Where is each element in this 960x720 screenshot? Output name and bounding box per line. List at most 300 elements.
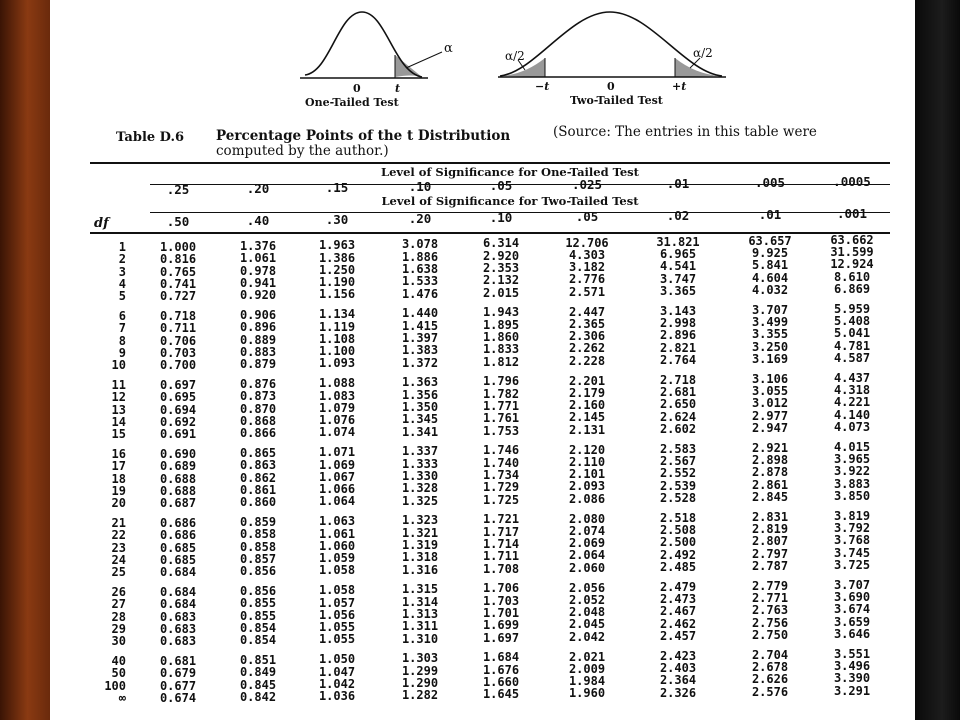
two-tailed-alpha-left-label: α/2	[505, 49, 525, 63]
df-cell: 5	[118, 289, 126, 304]
value-cell: 2.518	[659, 510, 697, 525]
value-cell: 2.602	[659, 421, 697, 436]
value-cell: 0.692	[159, 414, 197, 429]
df-cell: 23	[111, 540, 126, 555]
value-cell: 1.088	[318, 376, 356, 391]
value-cell: 0.741	[159, 276, 197, 291]
value-cell: 1.740	[482, 455, 520, 470]
df-cell: 29	[111, 621, 126, 636]
value-cell: 2.878	[751, 465, 789, 480]
value-cell: 0.863	[239, 458, 277, 473]
one-tailed-level-header: .005	[754, 175, 786, 190]
value-cell: 0.883	[239, 345, 277, 359]
value-cell: 31.821	[656, 234, 700, 249]
value-cell: 1.711	[482, 549, 520, 564]
value-cell: 2.064	[568, 548, 606, 563]
df-cell: 18	[111, 471, 126, 486]
value-cell: 1.376	[239, 239, 277, 254]
value-cell: 1.055	[318, 620, 356, 635]
value-cell: 0.855	[239, 608, 277, 623]
value-cell: 1.056	[318, 607, 356, 622]
value-cell: 1.156	[318, 287, 356, 302]
value-cell: 4.604	[751, 270, 789, 285]
value-cell: 0.711	[159, 321, 197, 336]
value-cell: 0.854	[239, 633, 277, 648]
value-cell: 2.179	[568, 385, 606, 400]
value-cell: 3.250	[751, 339, 789, 354]
value-cell: 4.318	[833, 383, 871, 398]
value-cell: 1.397	[401, 330, 439, 345]
value-cell: 2.756	[751, 615, 789, 630]
two-tailed-caption: Two-Tailed Test	[570, 94, 663, 107]
value-cell: 6.869	[833, 282, 871, 296]
value-cell: 1.076	[318, 413, 356, 428]
value-cell: 3.690	[833, 590, 871, 605]
df-cell: 4	[118, 276, 126, 291]
two-tailed-level-header: .10	[489, 210, 513, 225]
table-source-line1: (Source: The entries in this table were	[553, 124, 817, 140]
value-cell: 0.689	[159, 459, 197, 474]
value-cell: 4.032	[751, 282, 789, 297]
value-cell: 2.718	[659, 372, 697, 387]
df-cell: 19	[111, 483, 126, 498]
value-cell: 0.697	[159, 378, 197, 392]
value-cell: 0.854	[239, 621, 277, 635]
one-tailed-alpha-label: α	[444, 41, 453, 56]
value-cell: 2.403	[659, 660, 697, 675]
value-cell: 1.061	[239, 251, 277, 266]
value-cell: 1.250	[318, 262, 356, 277]
value-cell: 1.303	[401, 651, 439, 666]
value-cell: 2.462	[659, 616, 697, 631]
value-cell: 1.684	[482, 650, 520, 665]
one-tailed-level-header: .01	[666, 176, 690, 191]
value-cell: 1.047	[318, 664, 356, 679]
value-cell: 0.718	[159, 309, 197, 323]
value-cell: 2.896	[659, 328, 697, 343]
value-cell: 1.315	[401, 582, 439, 597]
value-cell: 1.963	[318, 238, 356, 253]
value-cell: 1.386	[318, 250, 356, 265]
value-cell: 2.201	[568, 373, 606, 388]
value-cell: 3.768	[833, 533, 871, 548]
value-cell: 1.476	[401, 286, 439, 301]
value-cell: 3.365	[659, 283, 697, 298]
value-cell: 1.328	[401, 481, 439, 496]
value-cell: 2.583	[659, 441, 697, 456]
df-cell: 25	[111, 565, 126, 580]
two-tailed-level-header: .30	[325, 212, 349, 227]
one-tailed-level-header: .025	[571, 177, 603, 192]
value-cell: 3.551	[833, 646, 871, 661]
value-cell: 1.697	[482, 630, 520, 645]
value-cell: 2.473	[659, 591, 697, 606]
value-cell: 2.132	[482, 273, 520, 288]
two-tailed-level-header: .20	[408, 211, 432, 226]
value-cell: 2.423	[659, 648, 697, 663]
slide-frame-left	[0, 0, 50, 720]
two-tailed-neg-t-label: −t	[535, 80, 550, 93]
value-cell: 2.364	[659, 673, 697, 688]
value-cell: 2.571	[568, 284, 606, 299]
value-cell: 2.947	[751, 420, 789, 435]
table-source-line2: computed by the author.)	[216, 143, 389, 159]
value-cell: 1.108	[318, 331, 356, 346]
value-cell: 1.753	[482, 423, 520, 438]
value-cell: 0.879	[239, 357, 277, 372]
value-cell: 1.311	[401, 619, 439, 634]
value-cell: 3.745	[833, 545, 871, 560]
value-cell: 2.500	[659, 535, 697, 550]
value-cell: 3.674	[833, 602, 871, 617]
value-cell: 1.313	[401, 606, 439, 621]
df-cell: 27	[111, 597, 126, 612]
value-cell: 0.681	[159, 654, 197, 668]
value-cell: 3.659	[833, 614, 871, 629]
value-cell: 3.922	[833, 464, 871, 479]
value-cell: 5.408	[833, 314, 871, 329]
value-cell: 0.816	[159, 252, 197, 267]
value-cell: 1.706	[482, 581, 520, 596]
value-cell: 1.440	[401, 306, 439, 321]
value-cell: 2.776	[568, 272, 606, 287]
df-header: df	[94, 216, 109, 231]
value-cell: 4.437	[833, 370, 871, 385]
df-cell: 6	[118, 309, 126, 323]
value-cell: 2.845	[751, 489, 789, 504]
value-cell: 3.055	[751, 384, 789, 398]
value-cell: 3.747	[659, 271, 697, 286]
value-cell: 0.695	[159, 390, 197, 405]
value-cell: 1.050	[318, 652, 356, 667]
one-tailed-alpha-leader	[406, 52, 442, 68]
value-cell: 2.457	[659, 628, 697, 643]
value-cell: 4.541	[659, 259, 697, 274]
value-cell: 3.707	[833, 577, 871, 592]
df-cell: 30	[111, 634, 126, 649]
df-cell: 15	[111, 427, 126, 442]
value-cell: 1.060	[318, 538, 356, 553]
one-tailed-header: Level of Significance for One-Tailed Test	[381, 165, 639, 179]
df-cell: 9	[118, 345, 126, 360]
two-tailed-level-header: .02	[666, 208, 690, 223]
one-tailed-level-header: .15	[325, 180, 349, 195]
value-cell: 3.012	[751, 396, 789, 411]
value-cell: 0.684	[159, 597, 197, 612]
value-cell: 1.699	[482, 618, 520, 633]
value-cell: 0.859	[239, 515, 277, 530]
value-cell: 4.073	[833, 420, 871, 434]
two-tailed-level-header: .50	[166, 214, 190, 229]
value-cell: 0.865	[239, 446, 277, 461]
value-cell: 1.079	[318, 400, 356, 415]
table-title: Percentage Points of the t Distribution	[216, 128, 511, 144]
value-cell: 1.796	[482, 374, 520, 389]
value-cell: 1.734	[482, 468, 520, 482]
value-cell: 1.066	[318, 482, 356, 497]
value-cell: 1.415	[401, 318, 439, 333]
value-cell: 4.221	[833, 395, 871, 410]
value-cell: 2.120	[568, 442, 606, 457]
value-cell: 1.341	[401, 424, 439, 439]
value-cell: 2.353	[482, 261, 520, 275]
value-cell: 0.684	[159, 585, 197, 599]
value-cell: 2.060	[568, 560, 606, 575]
value-cell: 1.895	[482, 317, 520, 332]
df-cell: 17	[111, 459, 126, 474]
value-cell: 2.365	[568, 316, 606, 331]
value-cell: 1.717	[482, 524, 520, 539]
two-tailed-curve-figure	[498, 12, 726, 107]
value-cell: 2.508	[659, 522, 697, 537]
value-cell: 0.855	[239, 596, 277, 611]
df-cell: 20	[111, 496, 126, 511]
value-cell: 1.000	[159, 240, 197, 254]
one-tailed-level-header: .05	[489, 178, 513, 193]
value-cell: 0.862	[239, 470, 277, 485]
value-cell: 0.677	[159, 678, 197, 693]
value-cell: 2.045	[568, 617, 606, 632]
value-cell: 1.833	[482, 342, 520, 357]
value-cell: 1.290	[401, 675, 439, 690]
value-cell: 0.896	[239, 320, 277, 335]
value-cell: 12.706	[565, 235, 609, 250]
value-cell: 3.792	[833, 521, 871, 536]
value-cell: 2.626	[751, 672, 789, 687]
value-cell: 2.807	[751, 534, 789, 549]
value-cell: 1.701	[482, 606, 520, 620]
value-cell: 1.363	[401, 375, 439, 390]
value-cell: 1.074	[318, 425, 356, 440]
value-cell: 1.746	[482, 443, 520, 458]
df-cell: 16	[111, 447, 126, 461]
df-cell: 14	[111, 414, 126, 429]
value-cell: 0.860	[239, 495, 277, 510]
value-cell: 1.036	[318, 689, 356, 704]
df-cell: 2	[118, 252, 126, 267]
value-cell: 0.849	[239, 665, 277, 680]
table-top-rule	[90, 162, 890, 164]
value-cell: 2.447	[568, 304, 606, 319]
value-cell: 2.920	[482, 248, 520, 263]
value-cell: 1.057	[318, 595, 356, 610]
value-cell: 1.676	[482, 662, 520, 677]
value-cell: 0.978	[239, 263, 277, 278]
value-cell: 12.924	[830, 257, 874, 272]
value-cell: 3.850	[833, 489, 871, 503]
value-cell: 1.645	[482, 687, 520, 702]
value-cell: 4.015	[833, 439, 871, 454]
value-cell: 1.318	[401, 550, 439, 565]
value-cell: 0.674	[159, 690, 197, 705]
df-cell: 13	[111, 402, 126, 417]
value-cell: 1.383	[401, 343, 439, 358]
value-cell: 0.845	[239, 677, 277, 692]
value-cell: 1.100	[318, 344, 356, 359]
value-cell: 2.624	[659, 409, 697, 424]
value-cell: 1.714	[482, 537, 520, 551]
df-cell: 28	[111, 609, 126, 624]
df-cell: 8	[118, 333, 126, 348]
value-cell: 2.921	[751, 440, 789, 455]
df-cell: 3	[118, 264, 126, 279]
value-cell: 2.093	[568, 479, 606, 494]
value-cell: 0.685	[159, 552, 197, 567]
value-cell: 3.496	[833, 659, 871, 674]
value-cell: 1.310	[401, 631, 439, 646]
value-cell: 2.650	[659, 397, 697, 412]
value-cell: 0.866	[239, 426, 277, 441]
value-cell: 2.306	[568, 329, 606, 344]
value-cell: 3.169	[751, 351, 789, 366]
value-cell: 1.134	[318, 307, 356, 322]
value-cell: 5.041	[833, 326, 871, 341]
df-cell: 12	[111, 390, 126, 405]
value-cell: 3.646	[833, 627, 871, 641]
value-cell: 3.725	[833, 558, 871, 572]
value-cell: 0.691	[159, 427, 197, 442]
value-cell: 1.299	[401, 663, 439, 678]
value-cell: 2.750	[751, 627, 789, 642]
value-cell: 1.069	[318, 457, 356, 472]
value-cell: 3.355	[751, 327, 789, 342]
two-tailed-alpha-right-label: α/2	[693, 46, 713, 60]
value-cell: 63.657	[748, 233, 792, 248]
value-cell: 4.140	[833, 407, 871, 422]
value-cell: 1.886	[401, 249, 439, 264]
value-cell: 1.860	[482, 330, 520, 344]
value-cell: 1.345	[401, 412, 439, 427]
one-tailed-level-header: .0005	[833, 174, 871, 189]
value-cell: 0.700	[159, 358, 197, 373]
value-cell: 1.725	[482, 492, 520, 507]
value-cell: 1.059	[318, 551, 356, 566]
value-cell: 31.599	[830, 245, 874, 260]
df-cell: 26	[111, 585, 126, 599]
value-cell: 0.706	[159, 333, 197, 348]
value-cell: 1.638	[401, 261, 439, 276]
value-cell: 2.015	[482, 285, 520, 300]
value-cell: 0.906	[239, 308, 277, 323]
value-cell: 0.876	[239, 377, 277, 392]
value-cell: 1.325	[401, 493, 439, 508]
value-cell: 0.694	[159, 402, 197, 417]
value-cell: 8.610	[833, 269, 871, 284]
distribution-figures	[50, 0, 915, 120]
value-cell: 2.485	[659, 559, 697, 574]
value-cell: 0.685	[159, 540, 197, 555]
value-cell: 1.190	[318, 275, 356, 290]
value-cell: 2.977	[751, 408, 789, 423]
value-cell: 0.679	[159, 666, 197, 681]
value-cell: 1.321	[401, 525, 439, 540]
df-cell: 1	[118, 240, 126, 254]
value-cell: 1.071	[318, 445, 356, 460]
value-cell: 0.686	[159, 528, 197, 543]
two-tailed-pos-t-label: +t	[672, 80, 687, 93]
value-cell: 1.316	[401, 562, 439, 577]
df-cell: 11	[111, 378, 126, 392]
scanned-page	[50, 0, 915, 720]
value-cell: 2.763	[751, 603, 789, 618]
value-cell: 2.080	[568, 511, 606, 526]
df-cell: 40	[111, 654, 126, 668]
value-cell: 0.858	[239, 539, 277, 554]
value-cell: 5.841	[751, 258, 789, 273]
value-cell: 2.074	[568, 523, 606, 538]
value-cell: 1.067	[318, 469, 356, 484]
value-cell: 2.779	[751, 578, 789, 593]
value-cell: 1.323	[401, 513, 439, 528]
df-cell: 10	[111, 358, 126, 373]
slide-frame-right	[915, 0, 960, 720]
value-cell: 0.688	[159, 483, 197, 498]
df-cell: ∞	[118, 690, 126, 705]
value-cell: 3.182	[568, 260, 606, 275]
value-cell: 2.787	[751, 558, 789, 573]
value-cell: 0.687	[159, 496, 197, 511]
value-cell: 1.943	[482, 305, 520, 320]
value-cell: 4.587	[833, 351, 871, 365]
value-cell: 0.857	[239, 552, 277, 566]
value-cell: 1.042	[318, 676, 356, 691]
value-cell: 0.861	[239, 483, 277, 497]
value-cell: 0.683	[159, 621, 197, 636]
value-cell: 2.771	[751, 591, 789, 605]
value-cell: 1.333	[401, 456, 439, 471]
one-tailed-level-header: .25	[166, 182, 190, 197]
value-cell: 1.703	[482, 593, 520, 608]
value-cell: 2.898	[751, 453, 789, 467]
value-cell: 1.063	[318, 514, 356, 529]
value-cell: 1.771	[482, 399, 520, 413]
one-tailed-level-header: .10	[408, 179, 432, 194]
value-cell: 0.920	[239, 288, 277, 303]
value-cell: 1.729	[482, 480, 520, 495]
value-cell: 1.984	[568, 674, 606, 689]
df-cell: 22	[111, 528, 126, 543]
value-cell: 0.683	[159, 634, 197, 649]
value-cell: 0.703	[159, 345, 197, 360]
value-cell: 2.528	[659, 490, 697, 505]
value-cell: 1.058	[318, 563, 356, 578]
value-cell: 3.819	[833, 508, 871, 523]
value-cell: 1.093	[318, 356, 356, 371]
value-cell: 0.684	[159, 565, 197, 580]
value-cell: 1.372	[401, 355, 439, 370]
value-cell: 2.831	[751, 509, 789, 524]
value-cell: 6.965	[659, 246, 697, 261]
value-cell: 1.119	[318, 319, 356, 334]
value-cell: 2.326	[659, 685, 697, 700]
df-cell: 7	[118, 321, 126, 336]
one-tailed-zero-label: 0	[353, 82, 361, 95]
one-tailed-curve-figure	[300, 12, 453, 109]
value-cell: 2.048	[568, 605, 606, 620]
value-cell: 2.567	[659, 453, 697, 468]
value-cell: 1.660	[482, 675, 520, 689]
value-cell: 1.319	[401, 537, 439, 552]
two-tailed-header: Level of Significance for Two-Tailed Test	[381, 194, 639, 208]
value-cell: 2.998	[659, 315, 697, 330]
value-cell: 2.145	[568, 410, 606, 425]
value-cell: 2.131	[568, 422, 606, 437]
value-cell: 4.781	[833, 338, 871, 353]
value-cell: 2.552	[659, 466, 697, 481]
value-cell: 1.314	[401, 594, 439, 609]
value-cell: 1.064	[318, 494, 356, 509]
value-cell: 1.761	[482, 411, 520, 426]
